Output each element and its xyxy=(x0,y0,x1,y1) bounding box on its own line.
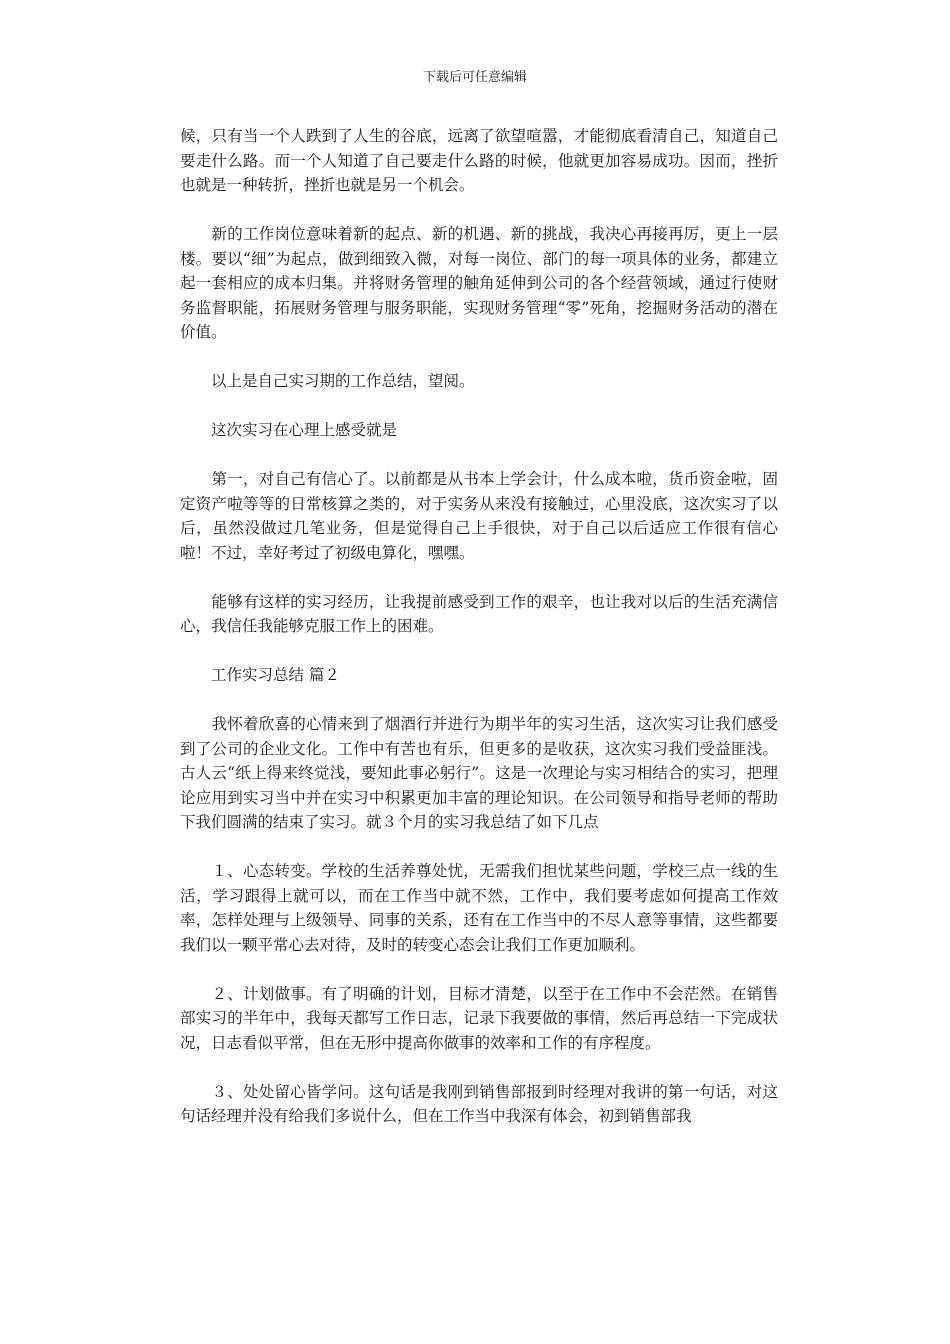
paragraph: 新的工作岗位意味着新的起点、新的机遇、新的挑战，我决心再接再厉，更上一层楼。要以“细”为起点，做到细致入微，对每一岗位、部门的每一项具体的业务，都建立起一套相应的成本归集。并将财务管理的触角延伸到公司的各个经营领域，通过行使财务监督职能，拓展财务管理与服务职能，实现财务管理“零”死角，挖掘财务活动的潜在价值。 xyxy=(180,225,778,341)
list-item: ２、计划做事。有了明确的计划，目标才清楚，以至于在工作中不会茫然。在销售部实习的半年中，我每天都写工作日志，记录下我要做的事情，然后再总结一下完成状况，日志看似平常，但在无形中提高你做事的效率和工作的有序程度。 xyxy=(180,984,778,1052)
section-heading: 工作实习总结 篇２ xyxy=(180,666,340,684)
paragraph: 第一，对自己有信心了。以前都是从书本上学会计，什么成本啦，货币资金啦，固定资产啦等等的日常核算之类的，对于实务从来没有接触过，心里没底，这次实习了以后，虽然没做过几笔业务，但是觉得自己上手很快，对于自己以后适应工作很有信心啦！不过，幸好考过了初级电算化，嘿嘿。 xyxy=(180,470,778,562)
paragraph: 我怀着欣喜的心情来到了烟酒行并进行为期半年的实习生活，这次实习让我们感受到了公司的企业文化。工作中有苦也有乐，但更多的是收获，这次实习我们受益匪浅。古人云“纸上得来终觉浅，要知此事必躬行”。这是一次理论与实习相结合的实习，把理论应用到实习当中并在实习中积累更加丰富的理论知识。在公司领导和指导老师的帮助下我们圆满的结束了实习。就３个月的实习我总结了如下几点 xyxy=(180,715,778,831)
paragraph: 以上是自己实习期的工作总结，望阅。 xyxy=(180,372,475,390)
page-header: 下载后可任意编辑 xyxy=(422,70,527,85)
paragraph: 这次实习在心理上感受就是 xyxy=(180,421,398,439)
list-item: ３、处处留心皆学问。这句话是我刚到销售部报到时经理对我讲的第一句话，对这句话经理并没有给我们多说什么，但在工作当中我深有体会，初到销售部我 xyxy=(180,1082,778,1125)
paragraph: 候，只有当一个人跌到了人生的谷底，远离了欲望喧嚣，才能彻底看清自己，知道自己要走什么路。而一个人知道了自己要走什么路的时候，他就更加容易成功。因而，挫折也就是一种转折，挫折也就是另一个机会。 xyxy=(180,127,778,194)
document-body xyxy=(180,124,778,1129)
list-item: １、心态转变。学校的生活养尊处忧，无需我们担忧某些问题，学校三点一线的生活，学习跟得上就可以，而在工作当中就不然，工作中，我们要考虑如何提高工作效率，怎样处理与上级领导、同事的关系，还有在工作当中的不尽人意等事情，这些都要我们以一颗平常心去对待，及时的转变心态会让我们工作更加顺利。 xyxy=(180,862,778,954)
paragraph: 能够有这样的实习经历，让我提前感受到工作的艰辛，也让我对以后的生活充满信心，我信任我能够克服工作上的困难。 xyxy=(180,592,778,635)
